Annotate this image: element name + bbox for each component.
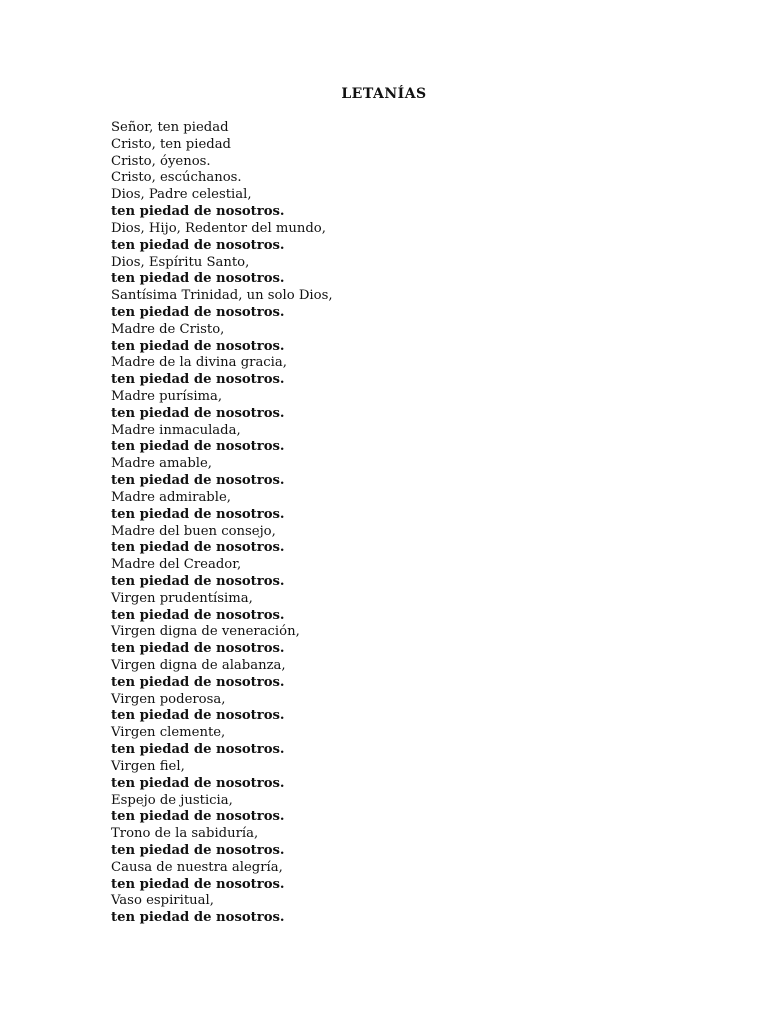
litany-response: ten piedad de nosotros. bbox=[111, 876, 285, 892]
litany-invocation: Trono de la sabiduría, bbox=[111, 826, 259, 842]
litany-invocation: Virgen clemente, bbox=[111, 725, 226, 741]
litany-response: ten piedad de nosotros. bbox=[111, 271, 285, 287]
litany-invocation: Vaso espiritual, bbox=[111, 893, 214, 909]
litany-invocation: Santísima Trinidad, un solo Dios, bbox=[111, 288, 333, 304]
litany-response: ten piedad de nosotros. bbox=[111, 573, 285, 589]
litany-invocation: Cristo, ten piedad bbox=[111, 136, 232, 152]
litany-invocation: Madre de Cristo, bbox=[111, 321, 225, 337]
litany-response: ten piedad de nosotros. bbox=[111, 506, 285, 522]
litany-response: ten piedad de nosotros. bbox=[111, 540, 285, 556]
litany-response: ten piedad de nosotros. bbox=[111, 842, 285, 858]
litany-invocation: Madre purísima, bbox=[111, 389, 223, 404]
litany-invocation: Virgen fiel, bbox=[111, 758, 185, 774]
litany-list bbox=[111, 120, 333, 927]
litany-invocation: Dios, Hijo, Redentor del mundo, bbox=[111, 220, 326, 236]
litany-invocation: Virgen digna de veneración, bbox=[111, 624, 300, 640]
litany-invocation: Virgen prudentísima, bbox=[111, 590, 253, 606]
litany-invocation: Madre admirable, bbox=[111, 489, 231, 505]
litany-response: ten piedad de nosotros. bbox=[111, 473, 285, 489]
litany-invocation: Cristo, óyenos. bbox=[111, 153, 211, 169]
litany-response: ten piedad de nosotros. bbox=[111, 204, 285, 220]
litany-response: ten piedad de nosotros. bbox=[111, 809, 285, 825]
litany-response: ten piedad de nosotros. bbox=[111, 372, 285, 388]
litany-invocation: Espejo de justicia, bbox=[111, 792, 233, 808]
litany-response: ten piedad de nosotros. bbox=[111, 607, 285, 623]
litany-response: ten piedad de nosotros. bbox=[111, 775, 285, 791]
litany-invocation: Madre inmaculada, bbox=[111, 422, 241, 438]
litany-response: ten piedad de nosotros. bbox=[111, 405, 285, 421]
litany-invocation: Señor, ten piedad bbox=[111, 120, 229, 135]
litany-response: ten piedad de nosotros. bbox=[111, 304, 285, 320]
litany-response: ten piedad de nosotros. bbox=[111, 910, 285, 926]
litany-response: ten piedad de nosotros. bbox=[111, 338, 285, 354]
litany-invocation: Dios, Espíritu Santo, bbox=[111, 254, 250, 270]
litany-invocation: Madre del buen consejo, bbox=[111, 523, 276, 539]
litany-invocation: Madre del Creador, bbox=[111, 557, 242, 573]
litany-response: ten piedad de nosotros. bbox=[111, 708, 285, 724]
litany-response: ten piedad de nosotros. bbox=[111, 742, 285, 758]
litany-invocation: Madre amable, bbox=[111, 456, 212, 472]
litany-invocation: Dios, Padre celestial, bbox=[111, 187, 252, 203]
litany-invocation: Cristo, escúchanos. bbox=[111, 170, 242, 186]
page-title: LETANÍAS bbox=[341, 86, 427, 102]
litany-response: ten piedad de nosotros. bbox=[111, 439, 285, 455]
litany-invocation: Madre de la divina gracia, bbox=[111, 355, 287, 371]
litany-invocation: Virgen poderosa, bbox=[111, 691, 226, 707]
litany-invocation: Causa de nuestra alegría, bbox=[111, 859, 283, 875]
litany-response: ten piedad de nosotros. bbox=[111, 641, 285, 657]
litany-response: ten piedad de nosotros. bbox=[111, 674, 285, 690]
litany-response: ten piedad de nosotros. bbox=[111, 237, 285, 253]
litany-invocation: Virgen digna de alabanza, bbox=[111, 658, 286, 673]
